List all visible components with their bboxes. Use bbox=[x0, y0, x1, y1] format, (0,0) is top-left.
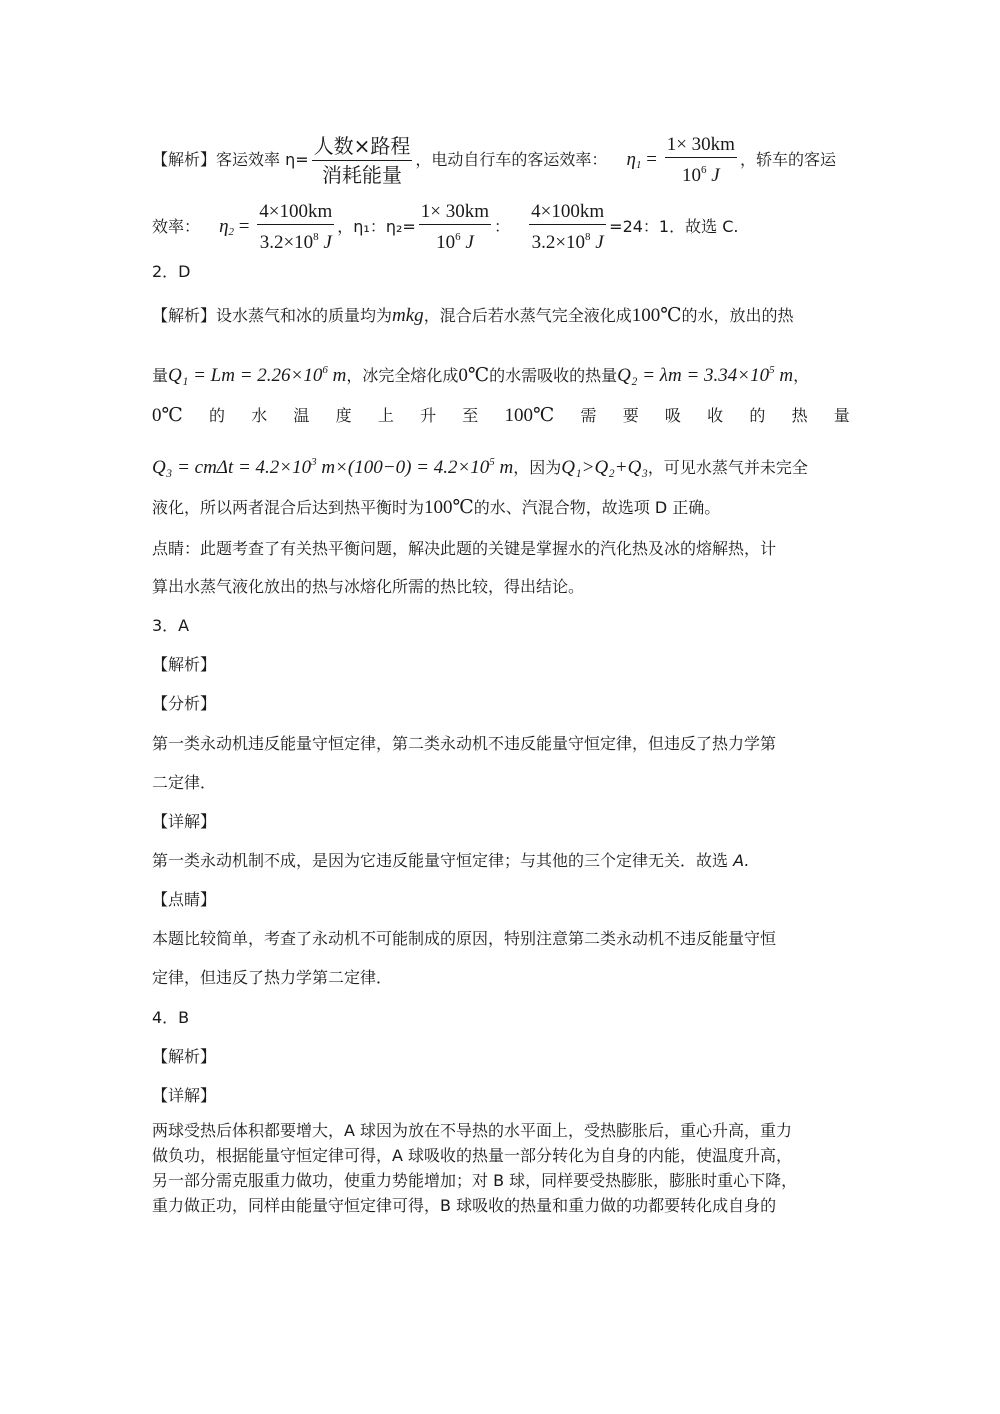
eta1-fraction bbox=[665, 133, 737, 188]
q4-detail-line-1: 两球受热后体积都要增大，A 球因为放在不导热的水平面上，受热膨胀后，重心升高，重力 bbox=[152, 1121, 793, 1140]
q4-answer: 4．B bbox=[152, 1008, 190, 1027]
heat-inequality: Q₁>Q₂+Q₃ bbox=[561, 457, 648, 478]
ebike-efficiency-label: ，电动自行车的客运效率： bbox=[415, 150, 608, 169]
q3-analysis-line-2: 二定律． bbox=[152, 773, 217, 792]
ratio-fraction-1 bbox=[419, 200, 491, 255]
q4-detail-line-4: 重力做正功，同样由能量守恒定律可得，B 球吸收的热量和重力做的功都要转化成自身的 bbox=[152, 1196, 777, 1215]
q2-analysis-line-4: $Q_3 = cm\Delta t = 4.2\times 10^3$ $m\times(100-0) = 4.2\times 10^5$ m，因为Q₁>Q₂+Q₃，可见水蒸气并未完全 bbox=[152, 456, 808, 478]
q2-note-line-2: 算出水蒸气液化放出的热与冰熔化所需的热比较，得出结论。 bbox=[152, 577, 585, 596]
fraction-numerator: 4×100km bbox=[529, 200, 606, 225]
q1-formula: $Q_1 = Lm = 2.26\times 10^6$ m bbox=[168, 364, 347, 386]
q2-note-line-1: 点睛：此题考查了有关热平衡问题，解决此题的关键是掌握水的汽化热及冰的熔解热，计 bbox=[152, 539, 777, 558]
temperature-0c: 0℃ bbox=[458, 365, 490, 386]
temperature-100c: 100℃ bbox=[631, 305, 682, 326]
efficiency-label: 效率： bbox=[152, 217, 201, 236]
q2-analysis-line-3: 0℃ 的 水 温 度 上 升 至 100℃ 需 要 吸 收 的 热 量 bbox=[152, 405, 850, 426]
q2-answer: 2．D bbox=[152, 262, 191, 281]
fraction-numerator: 1× 30km bbox=[665, 133, 737, 158]
q3-detail-tag: 【详解】 bbox=[152, 812, 217, 831]
q4-detail-line-2: 做负功，根据能量守恒定律可得，A 球吸收的热量一部分转化为自身的内能，使温度升高， bbox=[152, 1146, 793, 1165]
analysis-tag: 【解析】 bbox=[152, 150, 217, 169]
q3-comment-line-1: 本题比较简单，考查了永动机不可能制成的原因，特别注意第二类永动机不违反能量守恒 bbox=[152, 929, 777, 948]
fraction-numerator: 1× 30km bbox=[419, 200, 491, 225]
ratio-fraction-2 bbox=[529, 200, 606, 255]
ratio-colon: ： bbox=[494, 217, 511, 236]
fraction-denominator: 消耗能量 bbox=[322, 163, 403, 187]
fraction-denominator: $3.2\times 10^8$ J bbox=[259, 231, 332, 253]
eta2-fraction bbox=[257, 200, 334, 255]
fraction-denominator: $10^6$ J bbox=[681, 164, 720, 186]
q3-detail-line: 第一类永动机制不成，是因为它违反能量守恒定律；与其他的三个定律无关．故选 A. bbox=[152, 851, 750, 870]
eta1-symbol: $\eta_1$ bbox=[626, 149, 642, 171]
fraction-denominator: $3.2\times 10^8$ J bbox=[531, 231, 604, 253]
q3-answer: 3．A bbox=[152, 616, 190, 635]
q1-analysis-line-2: 效率： $\eta_2$ = $\frac{4\times 100km}{3.2\times 10^8 J}$ ，η₁：η₂= $\frac{1\times 30km}{10^6 J}$ ： $\frac{4\times 100km}{3.2\times 10^8 J}$ =24：1．故选 C. bbox=[152, 201, 739, 253]
answer-choice: A. bbox=[733, 851, 750, 870]
q3-comment-line-2: 定律，但违反了热力学第二定律． bbox=[152, 968, 393, 987]
mass-variable: mkg bbox=[392, 305, 424, 326]
fraction-denominator: $10^6$ J bbox=[436, 231, 474, 253]
efficiency-definition-text: 客运效率 η= bbox=[216, 150, 309, 169]
ratio-result: =24：1．故选 C. bbox=[609, 217, 739, 236]
q2-formula: $Q_2 = \lambda m = 3.34\times 10^5$ m bbox=[617, 364, 794, 386]
eta2-symbol: $\eta_2$ bbox=[219, 216, 235, 238]
q1-analysis-line-1: 【解析】客运效率 η= $\frac{\text{人数×路程}}{\text{消耗能量}}$ ，电动自行车的客运效率： $\eta_1$ = $\frac{1\times 30km}{10^6 J}$ ，轿车的客运 bbox=[152, 134, 836, 187]
q4-detail-line-3: 另一部分需克服重力做功，使重力势能增加；对 B 球，同样要受热膨胀，膨胀时重心下降， bbox=[152, 1171, 798, 1190]
q2-analysis-line-5: 液化，所以两者混合后达到热平衡时为100℃的水、汽混合物，故选项 D 正确。 bbox=[152, 497, 721, 518]
q3-analysis-tag: 【解析】 bbox=[152, 655, 217, 674]
fraction-numerator: 4×100km bbox=[257, 200, 334, 225]
q2-analysis-line-2: 量$Q_1 = Lm = 2.26\times 10^6$ m，冰完全熔化成0℃的水需吸收的热量$Q_2 = \lambda m = 3.34\times 10^5$ m， bbox=[152, 364, 810, 386]
q3-formula: $Q_3 = cm\Delta t = 4.2\times 10^3$ $m\times(100-0) = 4.2\times 10^5$ m bbox=[152, 456, 514, 478]
q4-analysis-tag: 【解析】 bbox=[152, 1047, 217, 1066]
fraction-numerator: 人数×路程 bbox=[312, 132, 413, 161]
efficiency-formula-fraction bbox=[312, 132, 413, 189]
q2-analysis-line-1: 【解析】设水蒸气和冰的质量均为mkg，混合后若水蒸气完全液化成100℃的水，放出的热 bbox=[152, 305, 794, 326]
q3-comment-tag: 【点睛】 bbox=[152, 890, 217, 909]
q3-analysis-subtag: 【分析】 bbox=[152, 694, 217, 713]
q3-analysis-line-1: 第一类永动机违反能量守恒定律，第二类永动机不违反能量守恒定律，但违反了热力学第 bbox=[152, 734, 777, 753]
ratio-label: ，η₁：η₂= bbox=[337, 217, 416, 236]
q4-detail-tag: 【详解】 bbox=[152, 1086, 217, 1105]
car-efficiency-label: ，轿车的客运 bbox=[739, 150, 836, 169]
